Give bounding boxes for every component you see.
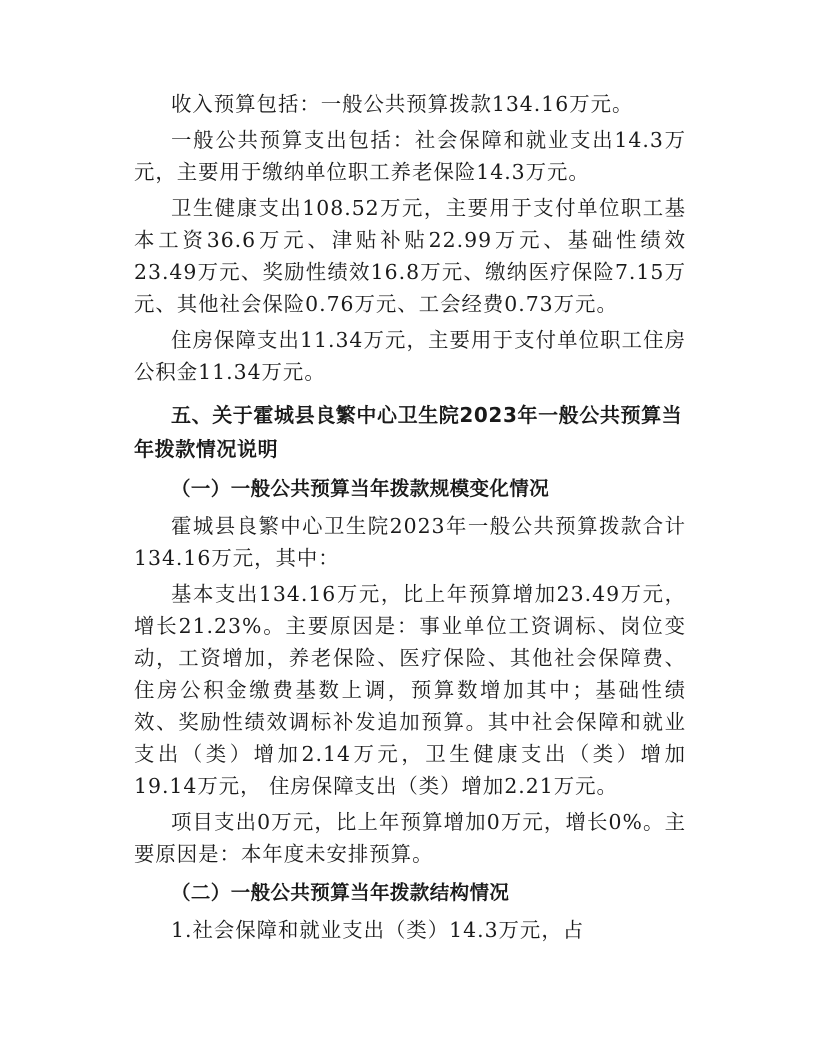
paragraph-project-expense-change: 项目支出0万元，比上年预算增加0万元，增长0%。主要原因是：本年度未安排预算。 — [134, 810, 686, 866]
paragraph-housing-expense: 住房保障支出11.34万元，主要用于支付单位职工住房公积金11.34万元。 — [134, 328, 686, 384]
paragraph-basic-expense-change: 基本支出134.16万元，比上年预算增加23.49万元，增长21.23%。主要原因是：事业单位工资调标、岗位变动，工资增加，养老保险、医疗保险、其他社会保障费、住房公积金缴费基数上调，预算数增加其中；基础性绩效、奖励性绩效调标补发追加预算。其中社会保障和就业支出（类）增加2.14万元，卫生健康支出（类）增加19.14万元， 住房保障支出（类）增加2.21万元。 — [134, 582, 686, 798]
page-content — [134, 88, 686, 946]
paragraph-total-appropriation: 霍城县良繁中心卫生院2023年一般公共预算拨款合计134.16万元，其中： — [134, 514, 686, 570]
paragraph-structure-item-1: 1.社会保障和就业支出（类）14.3万元，占 — [171, 918, 585, 942]
subsection-2-title: （二）一般公共预算当年拨款结构情况 — [171, 881, 510, 904]
subsection-1-title: （一）一般公共预算当年拨款规模变化情况 — [171, 477, 550, 500]
paragraph-social-security-expense: 一般公共预算支出包括：社会保障和就业支出14.3万元，主要用于缴纳单位职工养老保险14.3万元。 — [134, 128, 686, 184]
section-heading: 五、关于霍城县良繁中心卫生院2023年一般公共预算当年拨款情况说明 — [134, 403, 683, 461]
paragraph-health-expense: 卫生健康支出108.52万元，主要用于支付单位职工基本工资36.6万元、津贴补贴22.99万元、基础性绩效23.49万元、奖励性绩效16.8万元、缴纳医疗保险7.15万元、其他社会保险0.76万元、工会经费0.73万元。 — [134, 196, 686, 316]
paragraph-income-budget: 收入预算包括：一般公共预算拨款134.16万元。 — [171, 92, 634, 116]
